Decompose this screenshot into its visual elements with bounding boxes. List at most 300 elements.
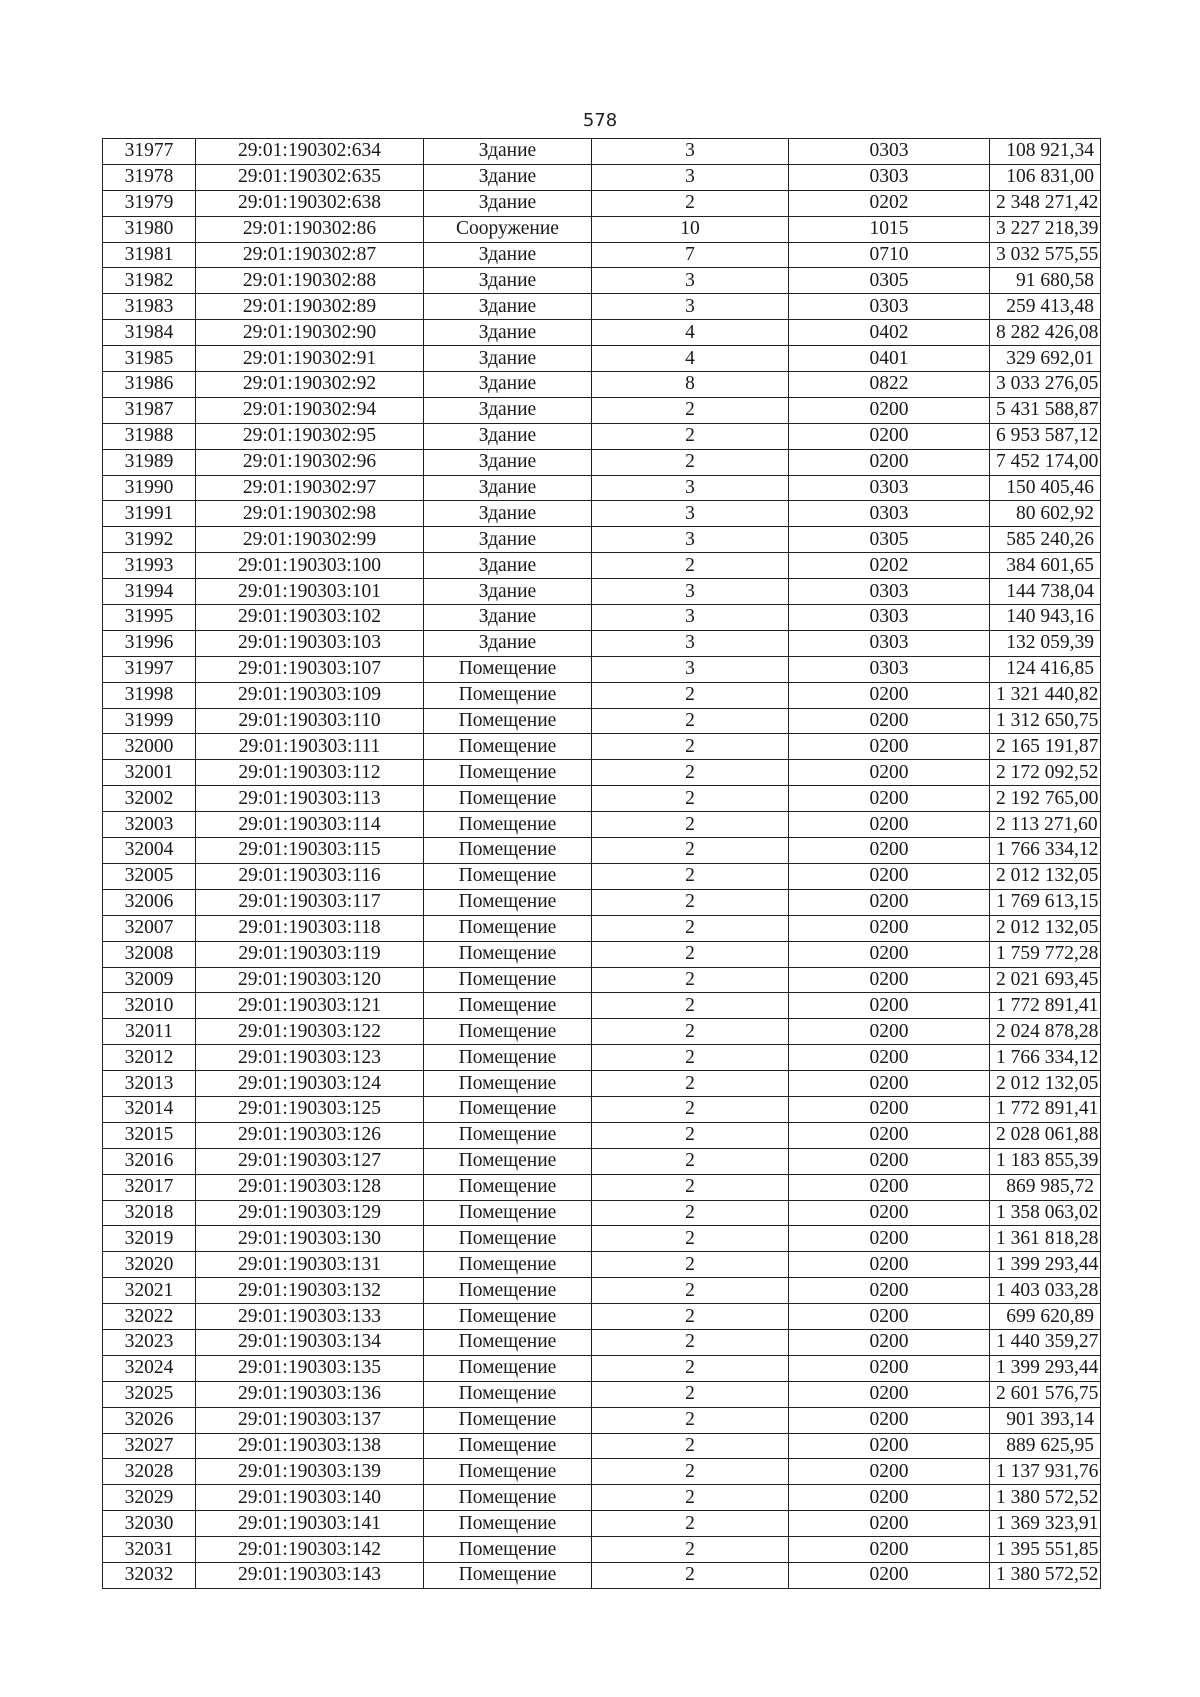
group-cell: 10 <box>592 216 789 242</box>
table-row <box>103 1071 1101 1097</box>
table-row <box>103 553 1101 579</box>
object-type-cell: Помещение <box>424 1355 592 1381</box>
row-number-cell: 32001 <box>103 760 196 786</box>
cadastral-number-cell: 29:01:190303:107 <box>196 656 424 682</box>
object-type-cell: Помещение <box>424 1071 592 1097</box>
group-cell: 2 <box>592 993 789 1019</box>
group-cell: 3 <box>592 164 789 190</box>
object-type-cell: Помещение <box>424 1148 592 1174</box>
object-type-cell: Сооружение <box>424 216 592 242</box>
object-type-cell: Здание <box>424 294 592 320</box>
cadastral-value-cell: 8 282 426,08 <box>990 320 1101 346</box>
object-type-cell: Помещение <box>424 1407 592 1433</box>
cadastral-number-cell: 29:01:190303:117 <box>196 889 424 915</box>
code-cell: 0200 <box>789 1278 990 1304</box>
cadastral-number-cell: 29:01:190303:114 <box>196 812 424 838</box>
table-row <box>103 993 1101 1019</box>
row-number-cell: 32011 <box>103 1019 196 1045</box>
code-cell: 0200 <box>789 1562 990 1588</box>
table-row <box>103 1148 1101 1174</box>
table-row <box>103 1407 1101 1433</box>
object-type-cell: Помещение <box>424 1381 592 1407</box>
cadastral-number-cell: 29:01:190303:128 <box>196 1174 424 1200</box>
table-row <box>103 1537 1101 1563</box>
group-cell: 2 <box>592 1252 789 1278</box>
row-number-cell: 31981 <box>103 242 196 268</box>
group-cell: 2 <box>592 863 789 889</box>
row-number-cell: 31984 <box>103 320 196 346</box>
object-type-cell: Помещение <box>424 1537 592 1563</box>
group-cell: 2 <box>592 1459 789 1485</box>
group-cell: 3 <box>592 605 789 631</box>
code-cell: 0200 <box>789 1537 990 1563</box>
cadastral-number-cell: 29:01:190303:103 <box>196 630 424 656</box>
row-number-cell: 31991 <box>103 501 196 527</box>
row-number-cell: 31987 <box>103 397 196 423</box>
object-type-cell: Помещение <box>424 993 592 1019</box>
group-cell: 3 <box>592 579 789 605</box>
cadastral-number-cell: 29:01:190303:123 <box>196 1045 424 1071</box>
group-cell: 2 <box>592 1511 789 1537</box>
cadastral-number-cell: 29:01:190302:88 <box>196 268 424 294</box>
cadastral-number-cell: 29:01:190303:141 <box>196 1511 424 1537</box>
row-number-cell: 32008 <box>103 941 196 967</box>
cadastral-value-cell: 2 024 878,28 <box>990 1019 1101 1045</box>
cadastral-number-cell: 29:01:190303:111 <box>196 734 424 760</box>
table-row <box>103 1174 1101 1200</box>
table-row <box>103 1511 1101 1537</box>
cadastral-value-cell: 150 405,46 <box>990 475 1101 501</box>
table-row <box>103 216 1101 242</box>
row-number-cell: 32026 <box>103 1407 196 1433</box>
object-type-cell: Здание <box>424 397 592 423</box>
group-cell: 3 <box>592 630 789 656</box>
group-cell: 3 <box>592 656 789 682</box>
cadastral-value-cell: 3 032 575,55 <box>990 242 1101 268</box>
group-cell: 3 <box>592 475 789 501</box>
table-row <box>103 1096 1101 1122</box>
object-type-cell: Здание <box>424 579 592 605</box>
table-row <box>103 372 1101 398</box>
code-cell: 0200 <box>789 915 990 941</box>
cadastral-value-table <box>102 138 1101 1589</box>
code-cell: 0200 <box>789 423 990 449</box>
object-type-cell: Помещение <box>424 656 592 682</box>
code-cell: 0200 <box>789 1511 990 1537</box>
object-type-cell: Помещение <box>424 1252 592 1278</box>
group-cell: 2 <box>592 967 789 993</box>
row-number-cell: 31999 <box>103 708 196 734</box>
object-type-cell: Помещение <box>424 1485 592 1511</box>
object-type-cell: Здание <box>424 320 592 346</box>
group-cell: 2 <box>592 1148 789 1174</box>
row-number-cell: 31977 <box>103 139 196 165</box>
code-cell: 0200 <box>789 863 990 889</box>
code-cell: 0200 <box>789 1071 990 1097</box>
object-type-cell: Здание <box>424 527 592 553</box>
cadastral-number-cell: 29:01:190303:135 <box>196 1355 424 1381</box>
cadastral-number-cell: 29:01:190303:137 <box>196 1407 424 1433</box>
row-number-cell: 32003 <box>103 812 196 838</box>
code-cell: 0303 <box>789 164 990 190</box>
table-row <box>103 475 1101 501</box>
object-type-cell: Помещение <box>424 941 592 967</box>
group-cell: 2 <box>592 760 789 786</box>
cadastral-number-cell: 29:01:190302:90 <box>196 320 424 346</box>
page-number: 578 <box>582 110 618 131</box>
row-number-cell: 32002 <box>103 786 196 812</box>
table-row <box>103 1304 1101 1330</box>
code-cell: 0200 <box>789 1407 990 1433</box>
row-number-cell: 32009 <box>103 967 196 993</box>
cadastral-value-cell: 7 452 174,00 <box>990 449 1101 475</box>
cadastral-value-cell: 1 772 891,41 <box>990 993 1101 1019</box>
cadastral-value-cell: 384 601,65 <box>990 553 1101 579</box>
cadastral-number-cell: 29:01:190302:96 <box>196 449 424 475</box>
group-cell: 2 <box>592 682 789 708</box>
cadastral-number-cell: 29:01:190303:118 <box>196 915 424 941</box>
table-row <box>103 1562 1101 1588</box>
row-number-cell: 31990 <box>103 475 196 501</box>
object-type-cell: Здание <box>424 423 592 449</box>
cadastral-number-cell: 29:01:190303:142 <box>196 1537 424 1563</box>
code-cell: 0200 <box>789 1485 990 1511</box>
cadastral-number-cell: 29:01:190303:110 <box>196 708 424 734</box>
code-cell: 0200 <box>789 812 990 838</box>
row-number-cell: 32027 <box>103 1433 196 1459</box>
code-cell: 0401 <box>789 346 990 372</box>
table-row <box>103 164 1101 190</box>
cadastral-value-cell: 1 321 440,82 <box>990 682 1101 708</box>
row-number-cell: 31997 <box>103 656 196 682</box>
cadastral-value-cell: 1 380 572,52 <box>990 1562 1101 1588</box>
cadastral-number-cell: 29:01:190303:129 <box>196 1200 424 1226</box>
cadastral-value-cell: 901 393,14 <box>990 1407 1101 1433</box>
row-number-cell: 31982 <box>103 268 196 294</box>
code-cell: 0200 <box>789 449 990 475</box>
cadastral-value-cell: 1 766 334,12 <box>990 1045 1101 1071</box>
row-number-cell: 32021 <box>103 1278 196 1304</box>
row-number-cell: 31986 <box>103 372 196 398</box>
cadastral-number-cell: 29:01:190303:113 <box>196 786 424 812</box>
row-number-cell: 32016 <box>103 1148 196 1174</box>
row-number-cell: 32023 <box>103 1329 196 1355</box>
group-cell: 2 <box>592 1329 789 1355</box>
cadastral-value-cell: 1 759 772,28 <box>990 941 1101 967</box>
table-row <box>103 1252 1101 1278</box>
cadastral-value-cell: 1 395 551,85 <box>990 1537 1101 1563</box>
row-number-cell: 32022 <box>103 1304 196 1330</box>
object-type-cell: Помещение <box>424 1459 592 1485</box>
code-cell: 0200 <box>789 708 990 734</box>
cadastral-value-cell: 1 137 931,76 <box>990 1459 1101 1485</box>
cadastral-value-cell: 329 692,01 <box>990 346 1101 372</box>
code-cell: 0303 <box>789 656 990 682</box>
cadastral-value-cell: 2 172 092,52 <box>990 760 1101 786</box>
cadastral-value-cell: 889 625,95 <box>990 1433 1101 1459</box>
row-number-cell: 31995 <box>103 605 196 631</box>
table-row <box>103 190 1101 216</box>
cadastral-value-cell: 699 620,89 <box>990 1304 1101 1330</box>
cadastral-number-cell: 29:01:190303:119 <box>196 941 424 967</box>
table-row <box>103 1485 1101 1511</box>
cadastral-number-cell: 29:01:190303:136 <box>196 1381 424 1407</box>
code-cell: 1015 <box>789 216 990 242</box>
row-number-cell: 32028 <box>103 1459 196 1485</box>
cadastral-value-cell: 2 113 271,60 <box>990 812 1101 838</box>
row-number-cell: 32030 <box>103 1511 196 1537</box>
object-type-cell: Здание <box>424 475 592 501</box>
object-type-cell: Помещение <box>424 1122 592 1148</box>
cadastral-value-cell: 124 416,85 <box>990 656 1101 682</box>
table-row <box>103 708 1101 734</box>
cadastral-number-cell: 29:01:190303:109 <box>196 682 424 708</box>
row-number-cell: 31994 <box>103 579 196 605</box>
row-number-cell: 32015 <box>103 1122 196 1148</box>
code-cell: 0200 <box>789 682 990 708</box>
group-cell: 2 <box>592 1304 789 1330</box>
row-number-cell: 32029 <box>103 1485 196 1511</box>
cadastral-number-cell: 29:01:190302:86 <box>196 216 424 242</box>
table-row <box>103 1459 1101 1485</box>
cadastral-value-cell: 91 680,58 <box>990 268 1101 294</box>
row-number-cell: 31996 <box>103 630 196 656</box>
group-cell: 2 <box>592 190 789 216</box>
row-number-cell: 31989 <box>103 449 196 475</box>
object-type-cell: Здание <box>424 139 592 165</box>
code-cell: 0200 <box>789 734 990 760</box>
group-cell: 3 <box>592 527 789 553</box>
group-cell: 2 <box>592 838 789 864</box>
object-type-cell: Помещение <box>424 1019 592 1045</box>
cadastral-number-cell: 29:01:190302:95 <box>196 423 424 449</box>
code-cell: 0200 <box>789 1019 990 1045</box>
row-number-cell: 32000 <box>103 734 196 760</box>
code-cell: 0200 <box>789 1174 990 1200</box>
cadastral-number-cell: 29:01:190303:133 <box>196 1304 424 1330</box>
code-cell: 0200 <box>789 1381 990 1407</box>
cadastral-value-cell: 2 192 765,00 <box>990 786 1101 812</box>
row-number-cell: 31993 <box>103 553 196 579</box>
group-cell: 3 <box>592 294 789 320</box>
code-cell: 0200 <box>789 1226 990 1252</box>
row-number-cell: 32006 <box>103 889 196 915</box>
object-type-cell: Помещение <box>424 1278 592 1304</box>
cadastral-number-cell: 29:01:190303:131 <box>196 1252 424 1278</box>
cadastral-number-cell: 29:01:190302:634 <box>196 139 424 165</box>
code-cell: 0710 <box>789 242 990 268</box>
code-cell: 0303 <box>789 475 990 501</box>
cadastral-number-cell: 29:01:190303:143 <box>196 1562 424 1588</box>
cadastral-number-cell: 29:01:190302:99 <box>196 527 424 553</box>
table-row <box>103 1278 1101 1304</box>
row-number-cell: 31998 <box>103 682 196 708</box>
cadastral-value-cell: 2 012 132,05 <box>990 915 1101 941</box>
object-type-cell: Помещение <box>424 734 592 760</box>
cadastral-number-cell: 29:01:190303:132 <box>196 1278 424 1304</box>
table-row <box>103 1381 1101 1407</box>
code-cell: 0303 <box>789 605 990 631</box>
cadastral-number-cell: 29:01:190303:124 <box>196 1071 424 1097</box>
code-cell: 0305 <box>789 527 990 553</box>
group-cell: 2 <box>592 1278 789 1304</box>
code-cell: 0200 <box>789 941 990 967</box>
cadastral-number-cell: 29:01:190302:89 <box>196 294 424 320</box>
cadastral-number-cell: 29:01:190303:112 <box>196 760 424 786</box>
object-type-cell: Здание <box>424 268 592 294</box>
table-row <box>103 838 1101 864</box>
group-cell: 3 <box>592 501 789 527</box>
table-row <box>103 605 1101 631</box>
cadastral-number-cell: 29:01:190303:138 <box>196 1433 424 1459</box>
object-type-cell: Здание <box>424 190 592 216</box>
group-cell: 2 <box>592 941 789 967</box>
cadastral-value-cell: 1 369 323,91 <box>990 1511 1101 1537</box>
cadastral-value-cell: 1 766 334,12 <box>990 838 1101 864</box>
code-cell: 0200 <box>789 967 990 993</box>
row-number-cell: 32024 <box>103 1355 196 1381</box>
table-row <box>103 967 1101 993</box>
object-type-cell: Помещение <box>424 1226 592 1252</box>
code-cell: 0402 <box>789 320 990 346</box>
code-cell: 0200 <box>789 1433 990 1459</box>
group-cell: 2 <box>592 1355 789 1381</box>
group-cell: 2 <box>592 915 789 941</box>
table-row <box>103 501 1101 527</box>
cadastral-value-cell: 132 059,39 <box>990 630 1101 656</box>
code-cell: 0200 <box>789 1329 990 1355</box>
table-row <box>103 294 1101 320</box>
cadastral-value-cell: 3 033 276,05 <box>990 372 1101 398</box>
table-row <box>103 268 1101 294</box>
cadastral-number-cell: 29:01:190303:101 <box>196 579 424 605</box>
object-type-cell: Здание <box>424 242 592 268</box>
cadastral-value-cell: 1 183 855,39 <box>990 1148 1101 1174</box>
group-cell: 2 <box>592 1200 789 1226</box>
row-number-cell: 32007 <box>103 915 196 941</box>
group-cell: 2 <box>592 1045 789 1071</box>
cadastral-value-cell: 2 012 132,05 <box>990 863 1101 889</box>
group-cell: 2 <box>592 1562 789 1588</box>
group-cell: 2 <box>592 1485 789 1511</box>
table-row <box>103 1226 1101 1252</box>
object-type-cell: Здание <box>424 346 592 372</box>
code-cell: 0303 <box>789 579 990 605</box>
table-row <box>103 242 1101 268</box>
cadastral-value-cell: 2 348 271,42 <box>990 190 1101 216</box>
object-type-cell: Помещение <box>424 760 592 786</box>
cadastral-value-cell: 1 399 293,44 <box>990 1355 1101 1381</box>
row-number-cell: 32018 <box>103 1200 196 1226</box>
row-number-cell: 32032 <box>103 1562 196 1588</box>
cadastral-value-cell: 1 358 063,02 <box>990 1200 1101 1226</box>
code-cell: 0200 <box>789 1252 990 1278</box>
table-row <box>103 760 1101 786</box>
code-cell: 0822 <box>789 372 990 398</box>
cadastral-value-cell: 1 312 650,75 <box>990 708 1101 734</box>
row-number-cell: 31992 <box>103 527 196 553</box>
table-row <box>103 1200 1101 1226</box>
table-row <box>103 656 1101 682</box>
cadastral-number-cell: 29:01:190303:126 <box>196 1122 424 1148</box>
cadastral-number-cell: 29:01:190303:121 <box>196 993 424 1019</box>
cadastral-value-cell: 5 431 588,87 <box>990 397 1101 423</box>
group-cell: 2 <box>592 1407 789 1433</box>
cadastral-value-cell: 106 831,00 <box>990 164 1101 190</box>
object-type-cell: Помещение <box>424 967 592 993</box>
cadastral-value-cell: 6 953 587,12 <box>990 423 1101 449</box>
table-row <box>103 320 1101 346</box>
row-number-cell: 32017 <box>103 1174 196 1200</box>
group-cell: 2 <box>592 397 789 423</box>
row-number-cell: 32012 <box>103 1045 196 1071</box>
cadastral-number-cell: 29:01:190303:134 <box>196 1329 424 1355</box>
group-cell: 2 <box>592 449 789 475</box>
cadastral-number-cell: 29:01:190303:130 <box>196 1226 424 1252</box>
group-cell: 2 <box>592 708 789 734</box>
group-cell: 4 <box>592 320 789 346</box>
object-type-cell: Помещение <box>424 708 592 734</box>
row-number-cell: 32005 <box>103 863 196 889</box>
row-number-cell: 32020 <box>103 1252 196 1278</box>
group-cell: 4 <box>592 346 789 372</box>
object-type-cell: Помещение <box>424 1045 592 1071</box>
code-cell: 0200 <box>789 786 990 812</box>
cadastral-number-cell: 29:01:190302:635 <box>196 164 424 190</box>
group-cell: 2 <box>592 553 789 579</box>
table-row <box>103 812 1101 838</box>
row-number-cell: 32010 <box>103 993 196 1019</box>
cadastral-value-cell: 1 440 359,27 <box>990 1329 1101 1355</box>
cadastral-value-cell: 2 601 576,75 <box>990 1381 1101 1407</box>
table-row <box>103 915 1101 941</box>
code-cell: 0200 <box>789 1304 990 1330</box>
cadastral-number-cell: 29:01:190303:139 <box>196 1459 424 1485</box>
cadastral-number-cell: 29:01:190303:116 <box>196 863 424 889</box>
object-type-cell: Здание <box>424 449 592 475</box>
row-number-cell: 32014 <box>103 1096 196 1122</box>
cadastral-number-cell: 29:01:190303:125 <box>196 1096 424 1122</box>
row-number-cell: 32031 <box>103 1537 196 1563</box>
group-cell: 2 <box>592 1122 789 1148</box>
group-cell: 2 <box>592 1071 789 1097</box>
object-type-cell: Помещение <box>424 1562 592 1588</box>
object-type-cell: Здание <box>424 164 592 190</box>
object-type-cell: Здание <box>424 553 592 579</box>
group-cell: 3 <box>592 139 789 165</box>
cadastral-value-cell: 585 240,26 <box>990 527 1101 553</box>
code-cell: 0202 <box>789 553 990 579</box>
code-cell: 0200 <box>789 993 990 1019</box>
object-type-cell: Помещение <box>424 1096 592 1122</box>
cadastral-value-cell: 1 772 891,41 <box>990 1096 1101 1122</box>
cadastral-value-cell: 1 403 033,28 <box>990 1278 1101 1304</box>
cadastral-value-cell: 1 380 572,52 <box>990 1485 1101 1511</box>
object-type-cell: Помещение <box>424 1174 592 1200</box>
group-cell: 2 <box>592 734 789 760</box>
table-row <box>103 630 1101 656</box>
cadastral-value-cell: 80 602,92 <box>990 501 1101 527</box>
code-cell: 0200 <box>789 1148 990 1174</box>
table-row <box>103 579 1101 605</box>
table-row <box>103 1355 1101 1381</box>
code-cell: 0303 <box>789 139 990 165</box>
cadastral-value-cell: 259 413,48 <box>990 294 1101 320</box>
object-type-cell: Помещение <box>424 1304 592 1330</box>
group-cell: 3 <box>592 268 789 294</box>
cadastral-value-cell: 2 012 132,05 <box>990 1071 1101 1097</box>
group-cell: 2 <box>592 1381 789 1407</box>
